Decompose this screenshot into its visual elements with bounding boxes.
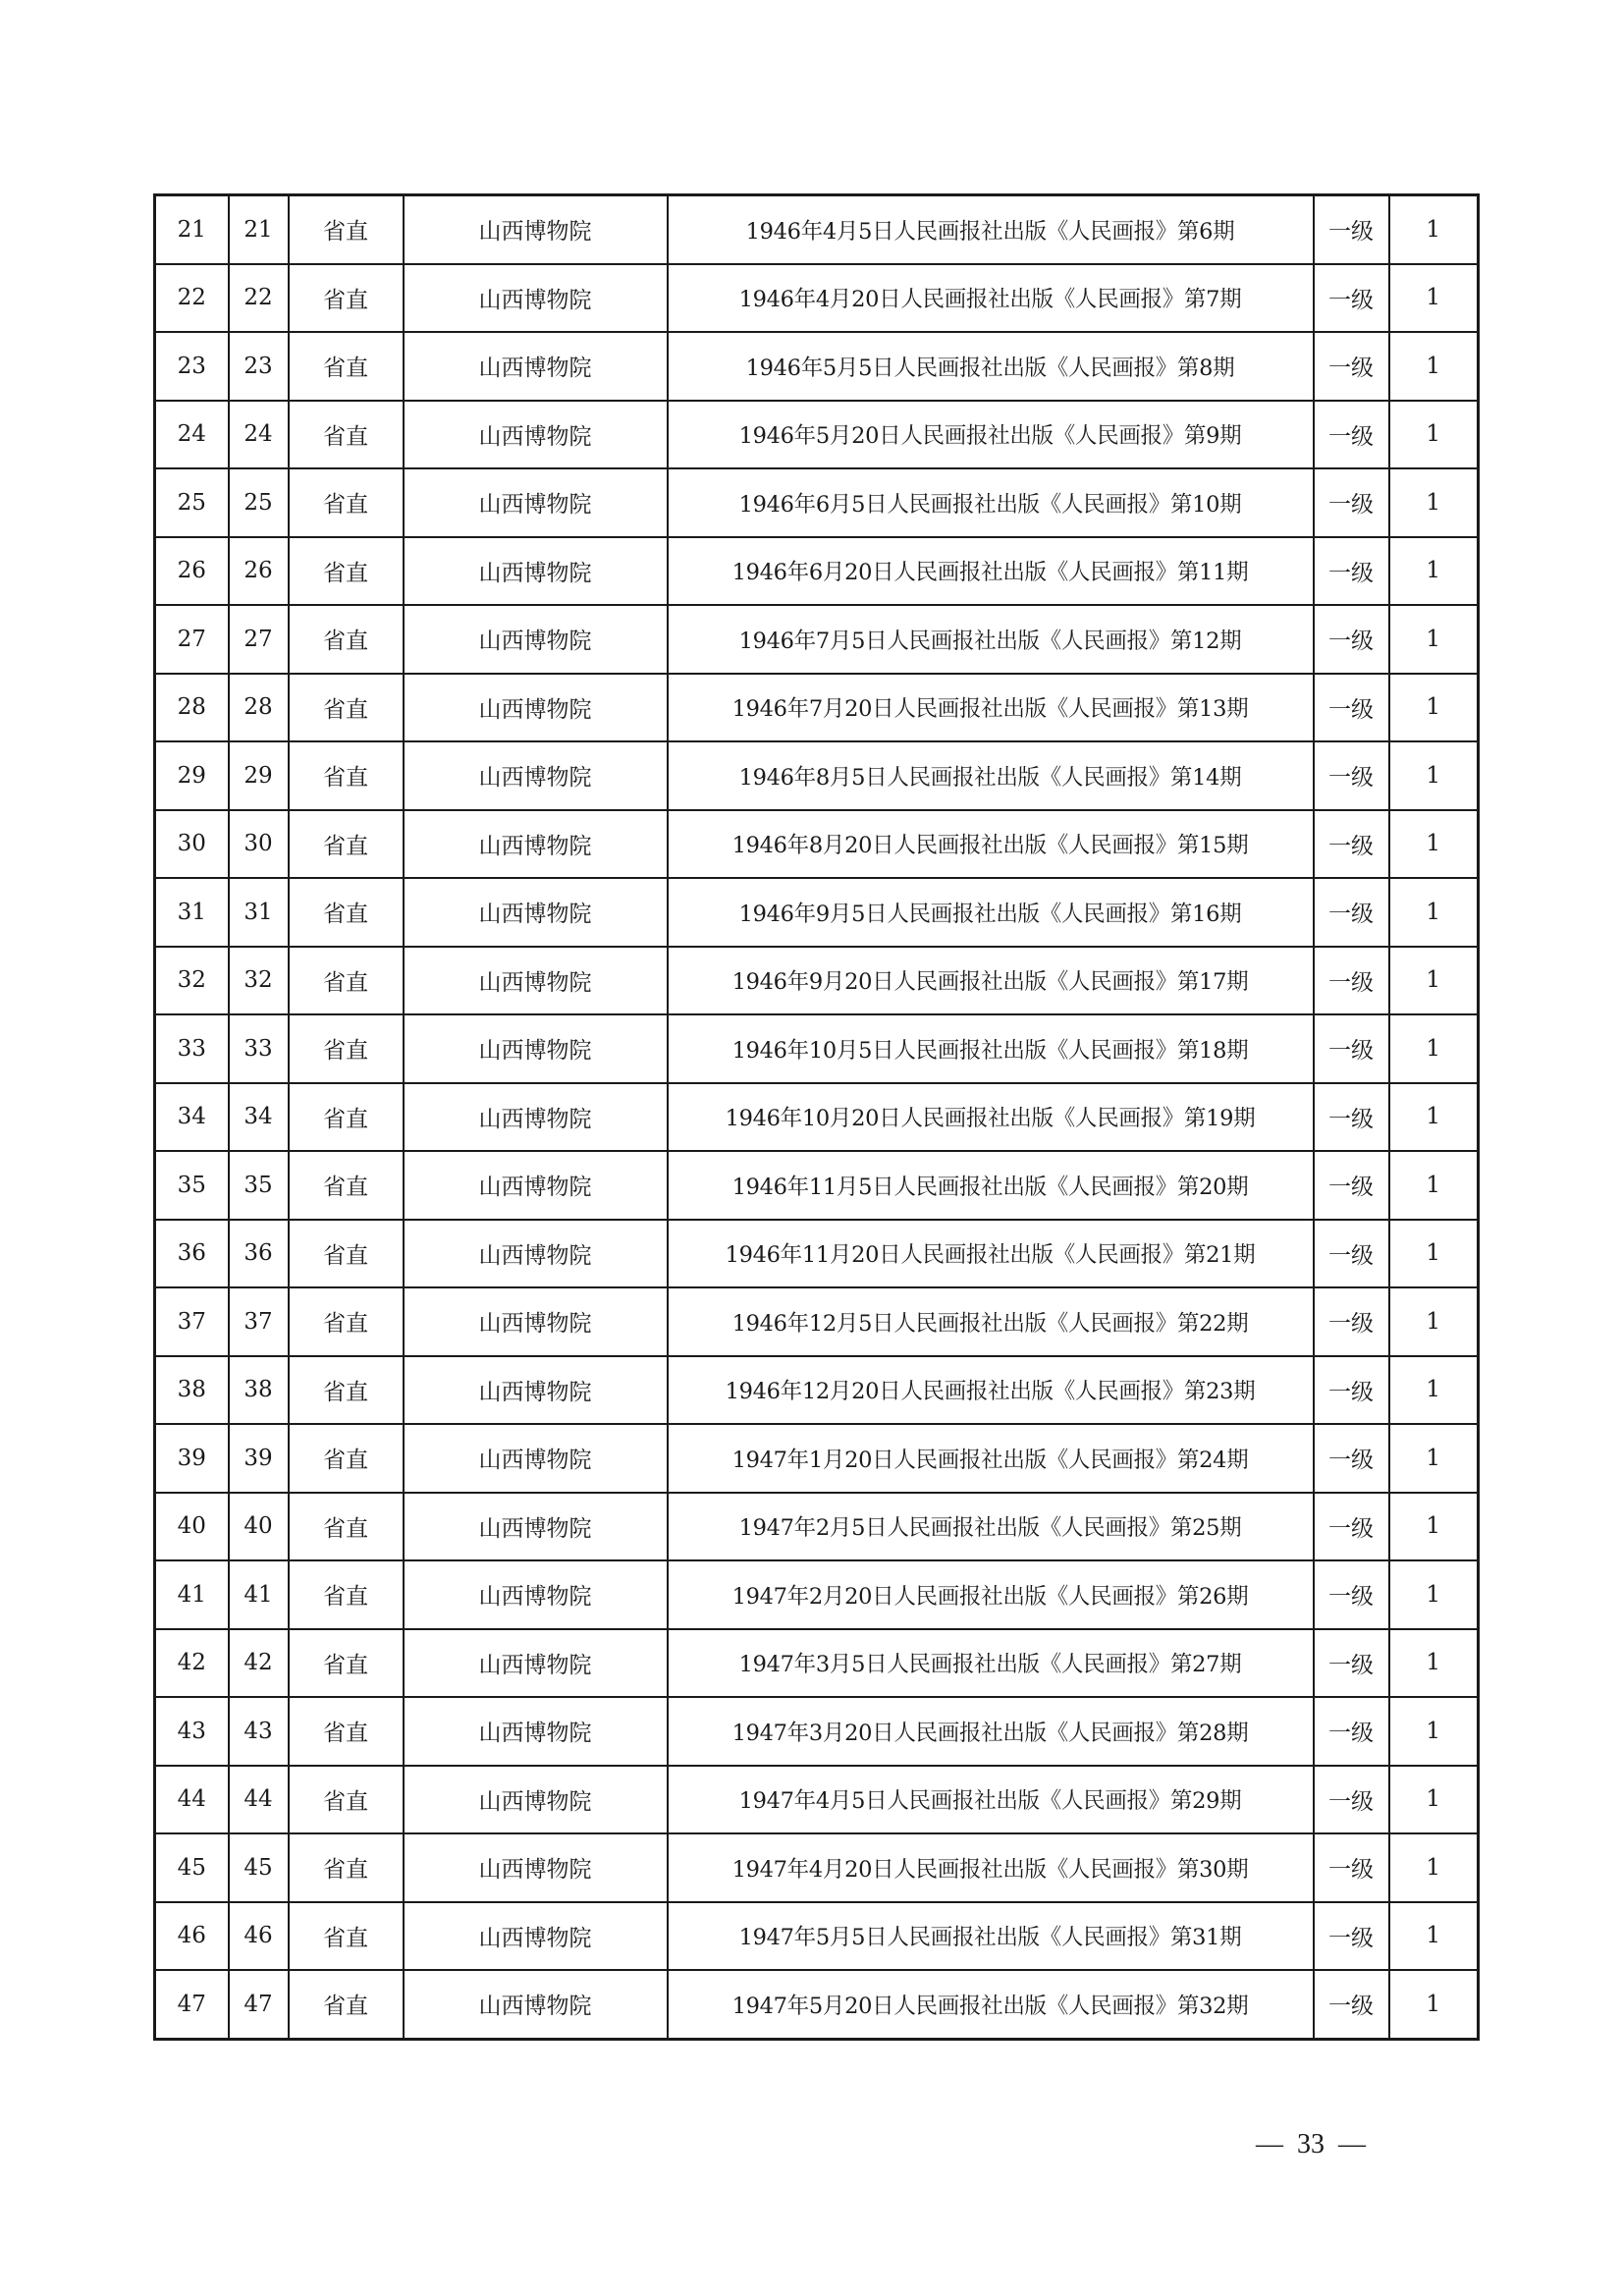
page-footer	[1232, 2129, 1389, 2160]
cell-quantity: 1	[1389, 1424, 1479, 1493]
cell-item-no: 24	[229, 401, 289, 469]
cell-quantity: 1	[1389, 332, 1479, 401]
table-row	[155, 1287, 1479, 1356]
cell-serial-no: 35	[155, 1151, 229, 1220]
cell-unit: 山西博物院	[404, 1356, 668, 1425]
cell-category: 省直	[289, 401, 404, 469]
cell-unit: 山西博物院	[404, 1902, 668, 1971]
cell-item-no: 21	[229, 195, 289, 264]
cell-category: 省直	[289, 1560, 404, 1629]
cell-unit: 山西博物院	[404, 1287, 668, 1356]
table-row	[155, 1151, 1479, 1220]
cell-quantity: 1	[1389, 1970, 1479, 2039]
cell-serial-no: 40	[155, 1493, 229, 1561]
cell-item-no: 35	[229, 1151, 289, 1220]
cell-unit: 山西博物院	[404, 1766, 668, 1834]
cell-grade: 一级	[1314, 947, 1389, 1015]
cell-serial-no: 43	[155, 1697, 229, 1766]
cell-unit: 山西博物院	[404, 1560, 668, 1629]
cell-category: 省直	[289, 878, 404, 947]
cell-unit: 山西博物院	[404, 1697, 668, 1766]
table-row	[155, 1697, 1479, 1766]
cell-unit: 山西博物院	[404, 1083, 668, 1152]
cell-category: 省直	[289, 1493, 404, 1561]
cell-serial-no: 27	[155, 605, 229, 674]
cell-title: 1946年8月20日人民画报社出版《人民画报》第15期	[668, 810, 1314, 879]
records-table	[153, 193, 1480, 2041]
cell-category: 省直	[289, 1902, 404, 1971]
cell-category: 省直	[289, 264, 404, 333]
cell-item-no: 37	[229, 1287, 289, 1356]
page-number-dash-left: —	[1256, 2129, 1283, 2159]
cell-title: 1947年4月5日人民画报社出版《人民画报》第29期	[668, 1766, 1314, 1834]
cell-title: 1946年11月20日人民画报社出版《人民画报》第21期	[668, 1220, 1314, 1288]
cell-serial-no: 34	[155, 1083, 229, 1152]
cell-item-no: 45	[229, 1833, 289, 1902]
table-row	[155, 674, 1479, 742]
cell-title: 1946年6月20日人民画报社出版《人民画报》第11期	[668, 537, 1314, 606]
cell-title: 1946年8月5日人民画报社出版《人民画报》第14期	[668, 741, 1314, 810]
cell-category: 省直	[289, 810, 404, 879]
cell-title: 1946年10月20日人民画报社出版《人民画报》第19期	[668, 1083, 1314, 1152]
cell-item-no: 32	[229, 947, 289, 1015]
cell-grade: 一级	[1314, 1083, 1389, 1152]
cell-category: 省直	[289, 1287, 404, 1356]
cell-category: 省直	[289, 1424, 404, 1493]
table-row	[155, 1424, 1479, 1493]
page-number: 33	[1297, 2129, 1325, 2159]
table-row	[155, 878, 1479, 947]
cell-serial-no: 30	[155, 810, 229, 879]
cell-item-no: 42	[229, 1629, 289, 1698]
cell-serial-no: 26	[155, 537, 229, 606]
cell-title: 1947年3月20日人民画报社出版《人民画报》第28期	[668, 1697, 1314, 1766]
cell-grade: 一级	[1314, 1424, 1389, 1493]
cell-item-no: 27	[229, 605, 289, 674]
cell-title: 1946年10月5日人民画报社出版《人民画报》第18期	[668, 1014, 1314, 1083]
cell-serial-no: 21	[155, 195, 229, 264]
cell-unit: 山西博物院	[404, 878, 668, 947]
cell-category: 省直	[289, 332, 404, 401]
cell-unit: 山西博物院	[404, 1833, 668, 1902]
cell-title: 1946年4月5日人民画报社出版《人民画报》第6期	[668, 195, 1314, 264]
cell-category: 省直	[289, 947, 404, 1015]
cell-title: 1947年5月5日人民画报社出版《人民画报》第31期	[668, 1902, 1314, 1971]
cell-item-no: 40	[229, 1493, 289, 1561]
cell-serial-no: 38	[155, 1356, 229, 1425]
cell-item-no: 29	[229, 741, 289, 810]
cell-item-no: 26	[229, 537, 289, 606]
cell-category: 省直	[289, 1356, 404, 1425]
cell-title: 1947年3月5日人民画报社出版《人民画报》第27期	[668, 1629, 1314, 1698]
cell-grade: 一级	[1314, 1766, 1389, 1834]
cell-title: 1946年9月20日人民画报社出版《人民画报》第17期	[668, 947, 1314, 1015]
cell-quantity: 1	[1389, 1356, 1479, 1425]
cell-serial-no: 39	[155, 1424, 229, 1493]
cell-unit: 山西博物院	[404, 741, 668, 810]
cell-title: 1946年12月20日人民画报社出版《人民画报》第23期	[668, 1356, 1314, 1425]
table-row	[155, 1970, 1479, 2039]
cell-serial-no: 31	[155, 878, 229, 947]
cell-item-no: 30	[229, 810, 289, 879]
cell-serial-no: 22	[155, 264, 229, 333]
cell-grade: 一级	[1314, 264, 1389, 333]
cell-grade: 一级	[1314, 1356, 1389, 1425]
cell-item-no: 39	[229, 1424, 289, 1493]
cell-category: 省直	[289, 1151, 404, 1220]
cell-unit: 山西博物院	[404, 1493, 668, 1561]
cell-item-no: 28	[229, 674, 289, 742]
cell-grade: 一级	[1314, 1629, 1389, 1698]
cell-item-no: 31	[229, 878, 289, 947]
cell-grade: 一级	[1314, 1220, 1389, 1288]
table-row	[155, 1833, 1479, 1902]
cell-quantity: 1	[1389, 1493, 1479, 1561]
cell-grade: 一级	[1314, 195, 1389, 264]
cell-category: 省直	[289, 1970, 404, 2039]
table-row	[155, 1493, 1479, 1561]
cell-quantity: 1	[1389, 810, 1479, 879]
cell-title: 1946年7月5日人民画报社出版《人民画报》第12期	[668, 605, 1314, 674]
cell-category: 省直	[289, 195, 404, 264]
cell-title: 1946年9月5日人民画报社出版《人民画报》第16期	[668, 878, 1314, 947]
cell-serial-no: 42	[155, 1629, 229, 1698]
cell-unit: 山西博物院	[404, 401, 668, 469]
cell-title: 1946年7月20日人民画报社出版《人民画报》第13期	[668, 674, 1314, 742]
table-row	[155, 1014, 1479, 1083]
table-row	[155, 947, 1479, 1015]
cell-category: 省直	[289, 605, 404, 674]
cell-category: 省直	[289, 1766, 404, 1834]
table-row	[155, 332, 1479, 401]
cell-item-no: 34	[229, 1083, 289, 1152]
cell-grade: 一级	[1314, 674, 1389, 742]
cell-serial-no: 47	[155, 1970, 229, 2039]
cell-grade: 一级	[1314, 1970, 1389, 2039]
cell-title: 1946年5月20日人民画报社出版《人民画报》第9期	[668, 401, 1314, 469]
cell-serial-no: 36	[155, 1220, 229, 1288]
cell-grade: 一级	[1314, 1151, 1389, 1220]
cell-quantity: 1	[1389, 1287, 1479, 1356]
table-row	[155, 1902, 1479, 1971]
cell-category: 省直	[289, 674, 404, 742]
cell-quantity: 1	[1389, 1833, 1479, 1902]
table-row	[155, 537, 1479, 606]
cell-item-no: 38	[229, 1356, 289, 1425]
table-row	[155, 468, 1479, 537]
cell-grade: 一级	[1314, 605, 1389, 674]
cell-unit: 山西博物院	[404, 1220, 668, 1288]
cell-serial-no: 46	[155, 1902, 229, 1971]
cell-category: 省直	[289, 1083, 404, 1152]
cell-unit: 山西博物院	[404, 1151, 668, 1220]
cell-category: 省直	[289, 468, 404, 537]
cell-title: 1946年12月5日人民画报社出版《人民画报》第22期	[668, 1287, 1314, 1356]
cell-unit: 山西博物院	[404, 1014, 668, 1083]
cell-quantity: 1	[1389, 1220, 1479, 1288]
table-row	[155, 1560, 1479, 1629]
table-row	[155, 605, 1479, 674]
cell-quantity: 1	[1389, 401, 1479, 469]
cell-unit: 山西博物院	[404, 332, 668, 401]
cell-item-no: 44	[229, 1766, 289, 1834]
cell-item-no: 41	[229, 1560, 289, 1629]
cell-grade: 一级	[1314, 1287, 1389, 1356]
cell-quantity: 1	[1389, 878, 1479, 947]
cell-serial-no: 33	[155, 1014, 229, 1083]
cell-quantity: 1	[1389, 1151, 1479, 1220]
cell-item-no: 47	[229, 1970, 289, 2039]
cell-grade: 一级	[1314, 1697, 1389, 1766]
cell-quantity: 1	[1389, 1014, 1479, 1083]
cell-quantity: 1	[1389, 674, 1479, 742]
cell-quantity: 1	[1389, 1697, 1479, 1766]
cell-category: 省直	[289, 1629, 404, 1698]
cell-item-no: 43	[229, 1697, 289, 1766]
cell-unit: 山西博物院	[404, 947, 668, 1015]
cell-grade: 一级	[1314, 878, 1389, 947]
cell-grade: 一级	[1314, 1014, 1389, 1083]
cell-title: 1947年4月20日人民画报社出版《人民画报》第30期	[668, 1833, 1314, 1902]
table-row	[155, 1629, 1479, 1698]
cell-serial-no: 41	[155, 1560, 229, 1629]
cell-unit: 山西博物院	[404, 264, 668, 333]
cell-serial-no: 24	[155, 401, 229, 469]
cell-grade: 一级	[1314, 810, 1389, 879]
cell-quantity: 1	[1389, 1083, 1479, 1152]
cell-quantity: 1	[1389, 264, 1479, 333]
cell-item-no: 22	[229, 264, 289, 333]
cell-serial-no: 44	[155, 1766, 229, 1834]
table-row	[155, 195, 1479, 264]
cell-item-no: 23	[229, 332, 289, 401]
cell-title: 1946年6月5日人民画报社出版《人民画报》第10期	[668, 468, 1314, 537]
cell-unit: 山西博物院	[404, 468, 668, 537]
cell-title: 1946年5月5日人民画报社出版《人民画报》第8期	[668, 332, 1314, 401]
cell-quantity: 1	[1389, 605, 1479, 674]
cell-unit: 山西博物院	[404, 537, 668, 606]
cell-grade: 一级	[1314, 1833, 1389, 1902]
cell-serial-no: 25	[155, 468, 229, 537]
cell-grade: 一级	[1314, 468, 1389, 537]
cell-grade: 一级	[1314, 537, 1389, 606]
cell-unit: 山西博物院	[404, 674, 668, 742]
cell-quantity: 1	[1389, 947, 1479, 1015]
cell-quantity: 1	[1389, 468, 1479, 537]
cell-serial-no: 37	[155, 1287, 229, 1356]
cell-title: 1947年2月20日人民画报社出版《人民画报》第26期	[668, 1560, 1314, 1629]
cell-grade: 一级	[1314, 1493, 1389, 1561]
cell-unit: 山西博物院	[404, 1970, 668, 2039]
cell-title: 1947年2月5日人民画报社出版《人民画报》第25期	[668, 1493, 1314, 1561]
cell-serial-no: 23	[155, 332, 229, 401]
cell-category: 省直	[289, 1220, 404, 1288]
cell-unit: 山西博物院	[404, 195, 668, 264]
cell-item-no: 25	[229, 468, 289, 537]
page-number-dash-right: —	[1338, 2129, 1366, 2159]
cell-quantity: 1	[1389, 741, 1479, 810]
cell-quantity: 1	[1389, 1902, 1479, 1971]
cell-title: 1947年5月20日人民画报社出版《人民画报》第32期	[668, 1970, 1314, 2039]
cell-grade: 一级	[1314, 332, 1389, 401]
table-row	[155, 264, 1479, 333]
cell-quantity: 1	[1389, 537, 1479, 606]
cell-grade: 一级	[1314, 741, 1389, 810]
cell-title: 1946年4月20日人民画报社出版《人民画报》第7期	[668, 264, 1314, 333]
cell-item-no: 46	[229, 1902, 289, 1971]
table-row	[155, 1356, 1479, 1425]
cell-unit: 山西博物院	[404, 1424, 668, 1493]
cell-item-no: 36	[229, 1220, 289, 1288]
table-row	[155, 741, 1479, 810]
table-row	[155, 1083, 1479, 1152]
cell-quantity: 1	[1389, 1629, 1479, 1698]
table-row	[155, 1766, 1479, 1834]
cell-unit: 山西博物院	[404, 810, 668, 879]
cell-quantity: 1	[1389, 1766, 1479, 1834]
cell-title: 1946年11月5日人民画报社出版《人民画报》第20期	[668, 1151, 1314, 1220]
cell-unit: 山西博物院	[404, 1629, 668, 1698]
cell-grade: 一级	[1314, 1560, 1389, 1629]
cell-category: 省直	[289, 1833, 404, 1902]
table-body	[155, 195, 1479, 2040]
cell-grade: 一级	[1314, 401, 1389, 469]
cell-serial-no: 28	[155, 674, 229, 742]
cell-item-no: 33	[229, 1014, 289, 1083]
cell-serial-no: 29	[155, 741, 229, 810]
cell-serial-no: 32	[155, 947, 229, 1015]
cell-grade: 一级	[1314, 1902, 1389, 1971]
cell-category: 省直	[289, 741, 404, 810]
cell-unit: 山西博物院	[404, 605, 668, 674]
table-row	[155, 810, 1479, 879]
table-row	[155, 1220, 1479, 1288]
cell-quantity: 1	[1389, 1560, 1479, 1629]
cell-serial-no: 45	[155, 1833, 229, 1902]
cell-quantity: 1	[1389, 195, 1479, 264]
cell-title: 1947年1月20日人民画报社出版《人民画报》第24期	[668, 1424, 1314, 1493]
cell-category: 省直	[289, 1697, 404, 1766]
table-row	[155, 401, 1479, 469]
cell-category: 省直	[289, 1014, 404, 1083]
cell-category: 省直	[289, 537, 404, 606]
